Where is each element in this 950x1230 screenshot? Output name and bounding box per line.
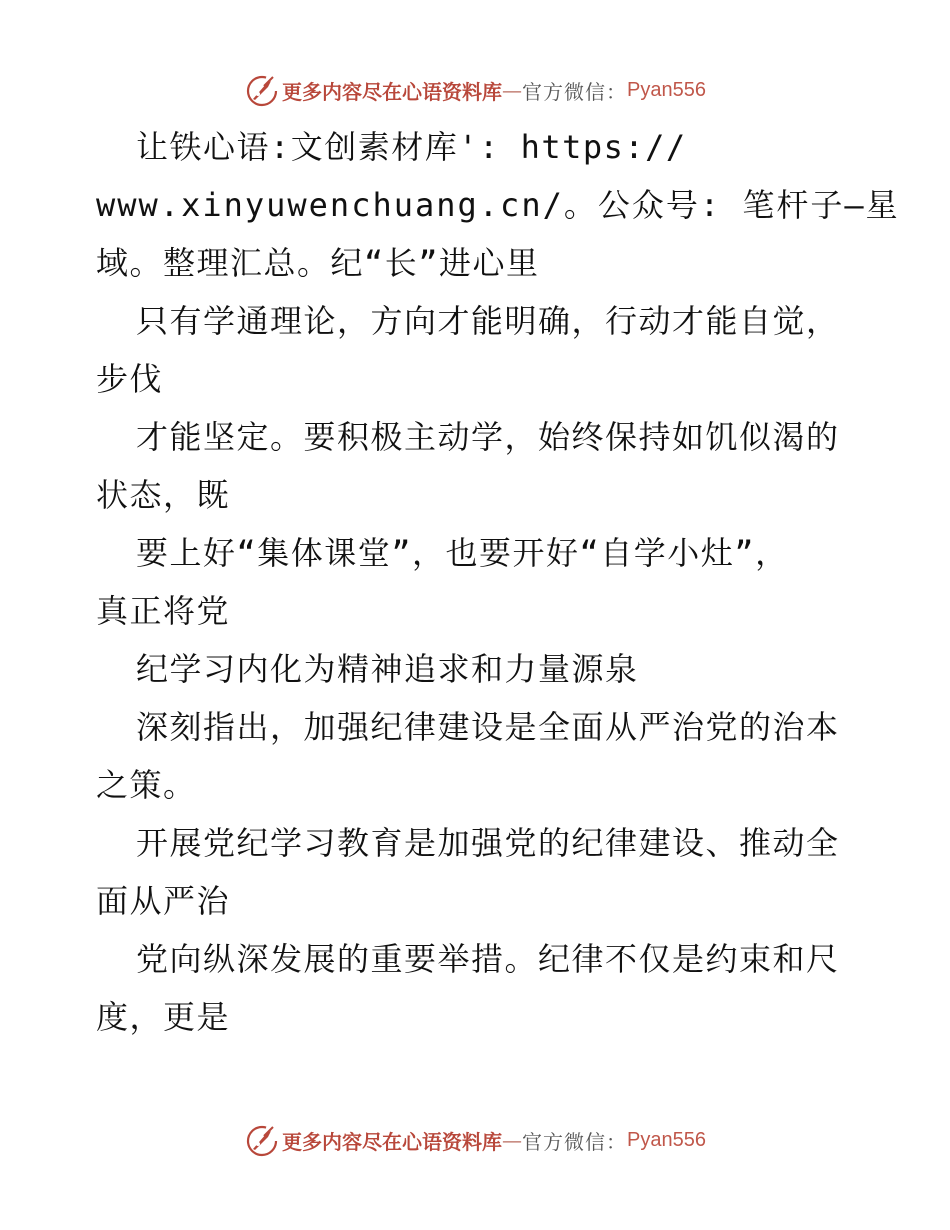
banner-wechat-label: 官方微信： xyxy=(522,1129,628,1154)
banner-wechat-label: 官方微信： xyxy=(522,79,628,104)
text-line: 真正将党 xyxy=(96,592,231,630)
text-line: 步伐 xyxy=(96,360,164,398)
text-line: 才能坚定。要积极主动学，始终保持如饥似渴的 xyxy=(136,418,840,456)
header-banner xyxy=(0,70,950,110)
banner-dash: — xyxy=(502,1128,523,1152)
text-line: 状态，既 xyxy=(96,476,231,514)
banner-brand-text: 更多内容尽在心语资料库 xyxy=(282,79,503,104)
text-line: 让铁心语:文创素材库': https:// xyxy=(136,128,687,166)
banner-wechat-id: Pyan556 xyxy=(627,78,706,101)
text-line: 域。整理汇总。纪“长”进心里 xyxy=(96,244,540,282)
quill-logo-icon xyxy=(244,72,280,108)
text-line: 度，更是 xyxy=(96,998,231,1036)
banner-wechat-id: Pyan556 xyxy=(627,1128,706,1151)
text-line: 面从严治 xyxy=(96,882,231,920)
text-line: 只有学通理论，方向才能明确，行动才能自觉， xyxy=(136,302,840,340)
text-line: 纪学习内化为精神追求和力量源泉 xyxy=(136,650,639,688)
document-body xyxy=(96,118,900,1046)
text-line: 之策。 xyxy=(96,766,197,804)
footer-banner xyxy=(0,1120,950,1160)
text-line: www.xinyuwenchuang.cn/。公众号: 笔杆子—星 xyxy=(96,186,900,224)
quill-logo-icon xyxy=(244,1122,280,1158)
text-line: 深刻指出，加强纪律建设是全面从严治党的治本 xyxy=(136,708,840,746)
text-line: 要上好“集体课堂”，也要开好“自学小灶”， xyxy=(136,534,789,572)
banner-brand-text: 更多内容尽在心语资料库 xyxy=(282,1129,503,1154)
text-line: 党向纵深发展的重要举措。纪律不仅是约束和尺 xyxy=(136,940,840,978)
text-line: 开展党纪学习教育是加强党的纪律建设、推动全 xyxy=(136,824,840,862)
banner-dash: — xyxy=(502,78,523,102)
